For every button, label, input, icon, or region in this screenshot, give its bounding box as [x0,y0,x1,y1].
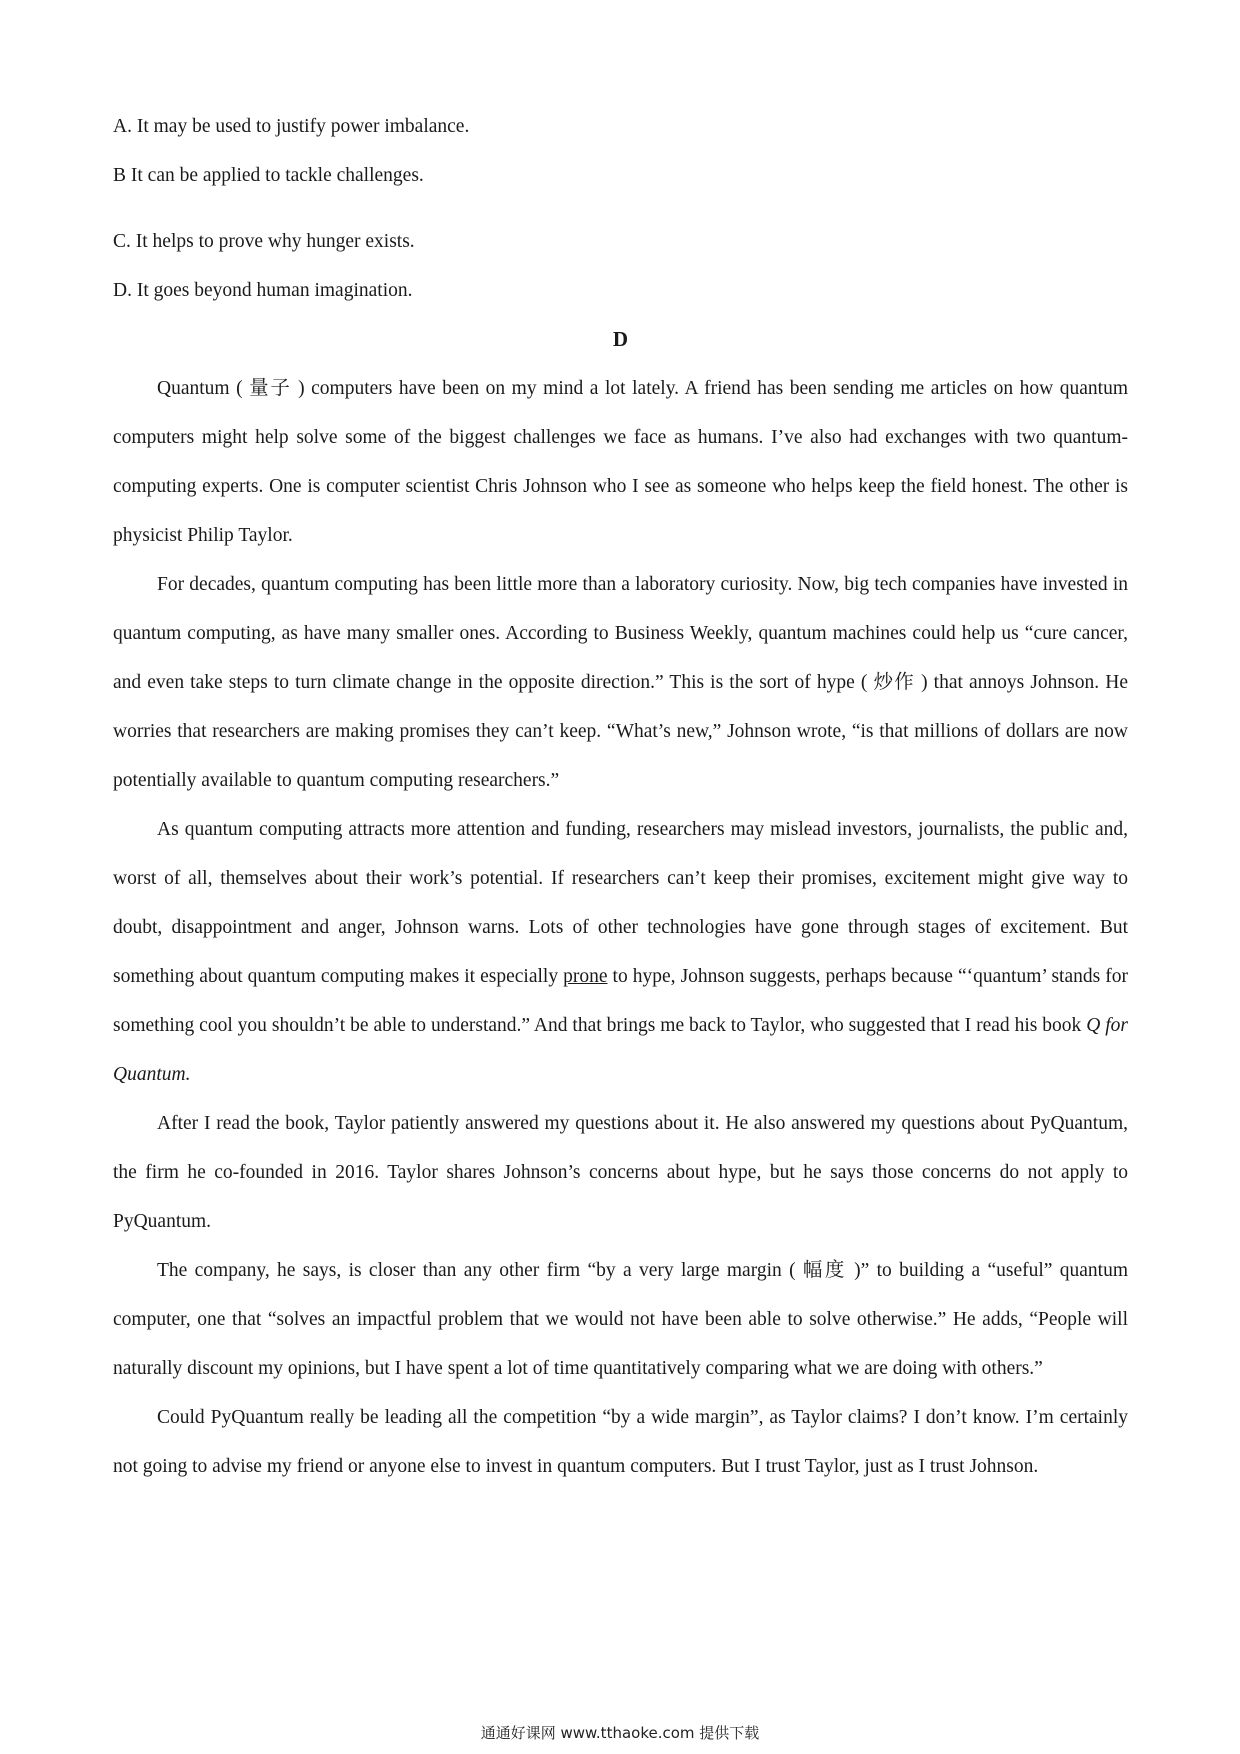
paragraph-5: The company, he says, is closer than any other firm “by a very large margin ( 幅度 )” to building a “useful” quantum computer, one that “solves an impactful problem that we would not have been able to solve otherwise.” He adds, “People will naturally discount my opinions, but I have spent a lot of time quantitatively comparing what we are doing with others.” [113,1260,1128,1379]
option-c: C. It helps to prove why hunger exists. [113,231,415,252]
footer-watermark: 通通好课网 www.tthaoke.com 提供下载 [480,1724,760,1742]
paragraph-4: After I read the book, Taylor patiently answered my questions about it. He also answered my questions about PyQuantum, the firm he co-founded in 2016. Taylor shares Johnson’s concerns about hype, but he says those concerns do not apply to PyQuantum. [113,1113,1128,1232]
option-d: D. It goes beyond human imagination. [113,280,413,301]
paragraph-3-text-middle: to hype, Johnson suggests, perhaps because “‘quantum’ stands for something cool you shouldn’t be able to understand.” And that brings me back to Taylor, who suggested that I read his book [113,966,1128,1036]
book-title: Q for Quantum. [113,1015,1128,1085]
paragraph-2: For decades, quantum computing has been little more than a laboratory curiosity. Now, big tech companies have invested in quantum computing, as have many smaller ones. According to Business Weekly, quantum machines could help us “cure cancer, and even take steps to turn climate change in the opposite direction.” This is the sort of hype ( 炒作 ) that annoys Johnson. He worries that researchers are making promises they can’t keep. “What’s new,” Johnson wrote, “is that millions of dollars are now potentially available to quantum computing researchers.” [113,574,1128,791]
document-body [113,102,1128,1491]
option-a: A. It may be used to justify power imbalance. [113,116,470,137]
paragraph-1: Quantum ( 量子 ) computers have been on my mind a lot lately. A friend has been sending me articles on how quantum computers might help solve some of the biggest challenges we face as humans. I’ve also had exchanges with two quantum-computing experts. One is computer scientist Chris Johnson who I see as someone who helps keep the field honest. The other is physicist Philip Taylor. [113,378,1128,546]
underlined-word-prone: prone [563,966,608,987]
option-b: B It can be applied to tackle challenges. [113,165,424,186]
paragraph-3-text-start: As quantum computing attracts more attention and funding, researchers may mislead investors, journalists, the public and, worst of all, themselves about their work’s potential. If researchers can’t keep their promises, excitement might give way to doubt, disappointment and anger, Johnson warns. Lots of other technologies have gone through stages of excitement. But something about quantum computing makes it especially [113,819,1128,987]
paragraph-3 [113,805,1128,1099]
section-heading: D [612,327,629,351]
paragraph-6: Could PyQuantum really be leading all the competition “by a wide margin”, as Taylor claims? I don’t know. I’m certainly not going to advise my friend or anyone else to invest in quantum computers. But I trust Taylor, just as I trust Johnson. [113,1407,1128,1477]
